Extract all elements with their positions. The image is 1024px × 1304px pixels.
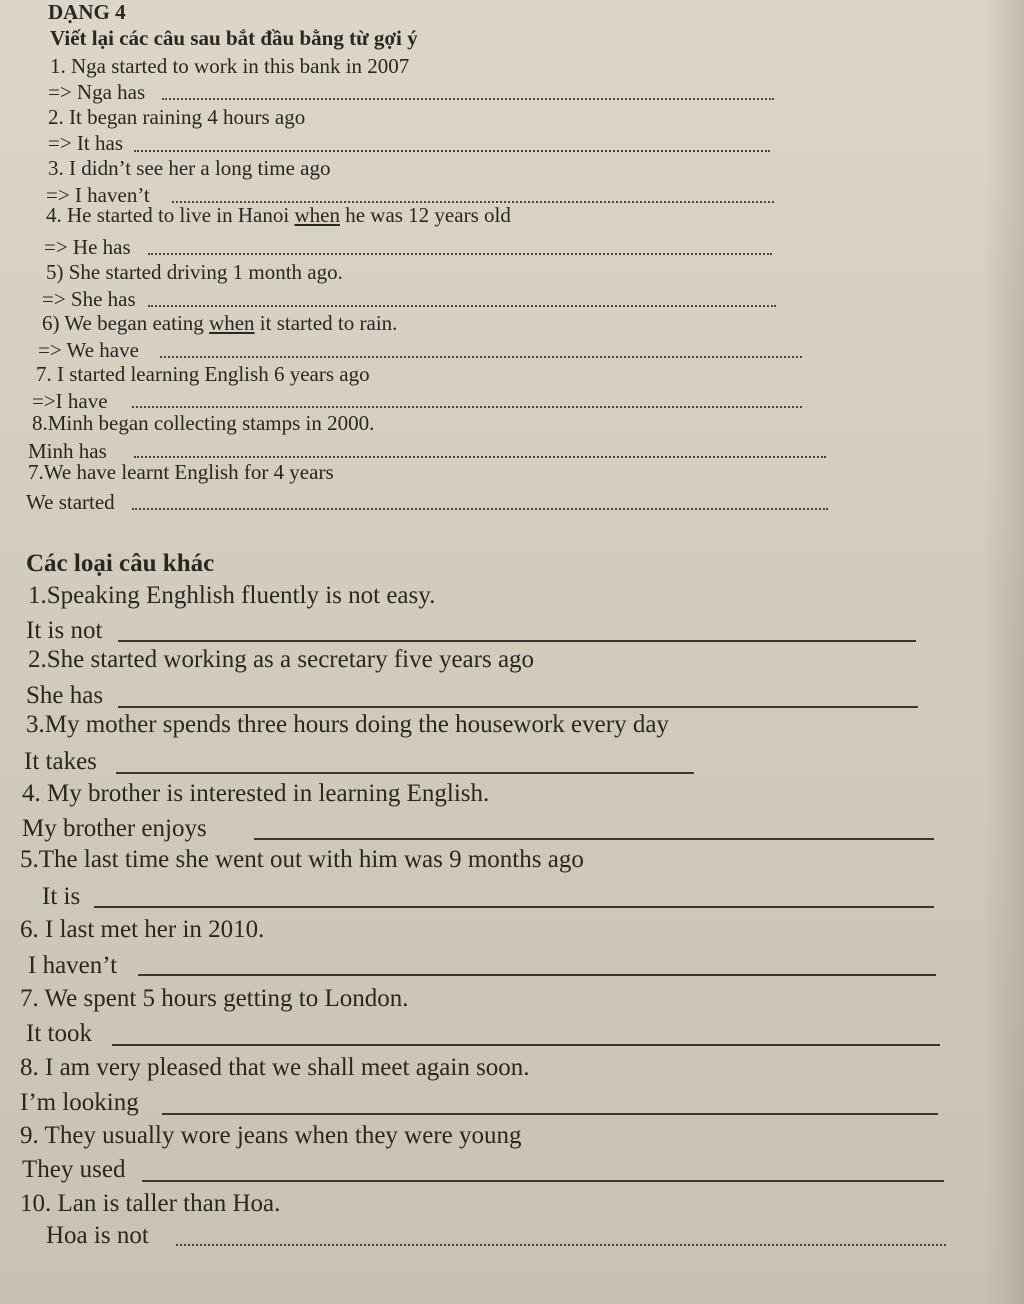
s2-answer-blank-10[interactable] [176,1244,946,1246]
s2-question-5: 5.The last time she went out with him was 9 months ago [20,846,584,873]
section-title: DẠNG 4 [48,0,126,24]
answer-blank-6[interactable] [160,356,802,358]
question-3: 3. I didn’t see her a long time ago [48,156,331,180]
s2-question-2: 2.She started working as a secretary five years ago [28,646,535,673]
answer-prompt-4: => He has [44,235,131,259]
s2-question-4: 4. My brother is interested in learning English. [22,780,490,807]
s2-question-1: 1.Speaking Enghlish fluently is not easy. [28,582,436,609]
answer-blank-9[interactable] [132,508,828,510]
question-7: 7. I started learning English 6 years ago [36,362,370,386]
question-8: 8.Minh began collecting stamps in 2000. [32,411,375,435]
instruction: Viết lại các câu sau bắt đầu bằng từ gợi ý [50,26,418,50]
answer-prompt-2: => It has [48,131,124,155]
answer-blank-5[interactable] [148,305,776,307]
s2-answer-blank-7[interactable] [112,1044,940,1046]
answer-blank-7[interactable] [132,406,802,408]
question-9: 7.We have learnt English for 4 years [28,460,334,484]
s2-answer-prompt-8: I’m looking [20,1089,139,1116]
s2-answer-blank-6[interactable] [138,974,936,976]
question-6: 6) We began eating when it started to rain. [42,311,398,335]
s2-answer-prompt-9: They used [22,1156,126,1183]
s2-answer-blank-3[interactable] [116,772,694,774]
s2-answer-blank-2[interactable] [118,706,918,708]
question-2: 2. It began raining 4 hours ago [48,105,306,129]
s2-answer-blank-9[interactable] [142,1180,944,1182]
answer-prompt-3: => I haven’t [46,183,150,207]
s2-question-10: 10. Lan is taller than Hoa. [20,1190,281,1217]
answer-blank-8[interactable] [134,456,826,458]
s2-answer-prompt-5: It is [42,883,81,910]
s2-answer-blank-8[interactable] [162,1113,938,1115]
answer-prompt-7: =>I have [32,389,108,413]
answer-prompt-1: => Nga has [48,80,146,104]
answer-blank-2[interactable] [134,150,770,152]
answer-prompt-8: Minh has [28,439,107,463]
answer-prompt-6: => We have [38,338,139,362]
answer-prompt-5: => She has [42,287,136,311]
answer-blank-4[interactable] [148,253,772,255]
s2-answer-prompt-10: Hoa is not [46,1222,149,1249]
answer-blank-1[interactable] [162,98,774,100]
s2-question-8: 8. I am very pleased that we shall meet again soon. [20,1054,530,1081]
s2-answer-blank-4[interactable] [254,838,934,840]
question-4: 4. He started to live in Hanoi when he was 12 years old [46,203,511,227]
s2-answer-prompt-6: I haven’t [28,952,118,979]
s2-answer-prompt-3: It takes [24,748,97,775]
question-1: 1. Nga started to work in this bank in 2007 [50,54,410,78]
answer-prompt-9: We started [26,490,115,514]
s2-answer-prompt-1: It is not [26,617,103,644]
s2-answer-blank-5[interactable] [94,906,934,908]
s2-question-7: 7. We spent 5 hours getting to London. [20,985,409,1012]
section2-title: Các loại câu khác [26,550,215,577]
page-edge-shadow [984,0,1024,1304]
question-5: 5) She started driving 1 month ago. [46,260,343,284]
s2-answer-prompt-7: It took [26,1020,92,1047]
s2-answer-prompt-2: She has [26,682,104,709]
s2-question-6: 6. I last met her in 2010. [20,916,265,943]
s2-answer-blank-1[interactable] [118,640,916,642]
s2-answer-prompt-4: My brother enjoys [22,815,207,842]
s2-question-3: 3.My mother spends three hours doing the housework every day [26,711,669,738]
s2-question-9: 9. They usually wore jeans when they were young [20,1122,522,1149]
